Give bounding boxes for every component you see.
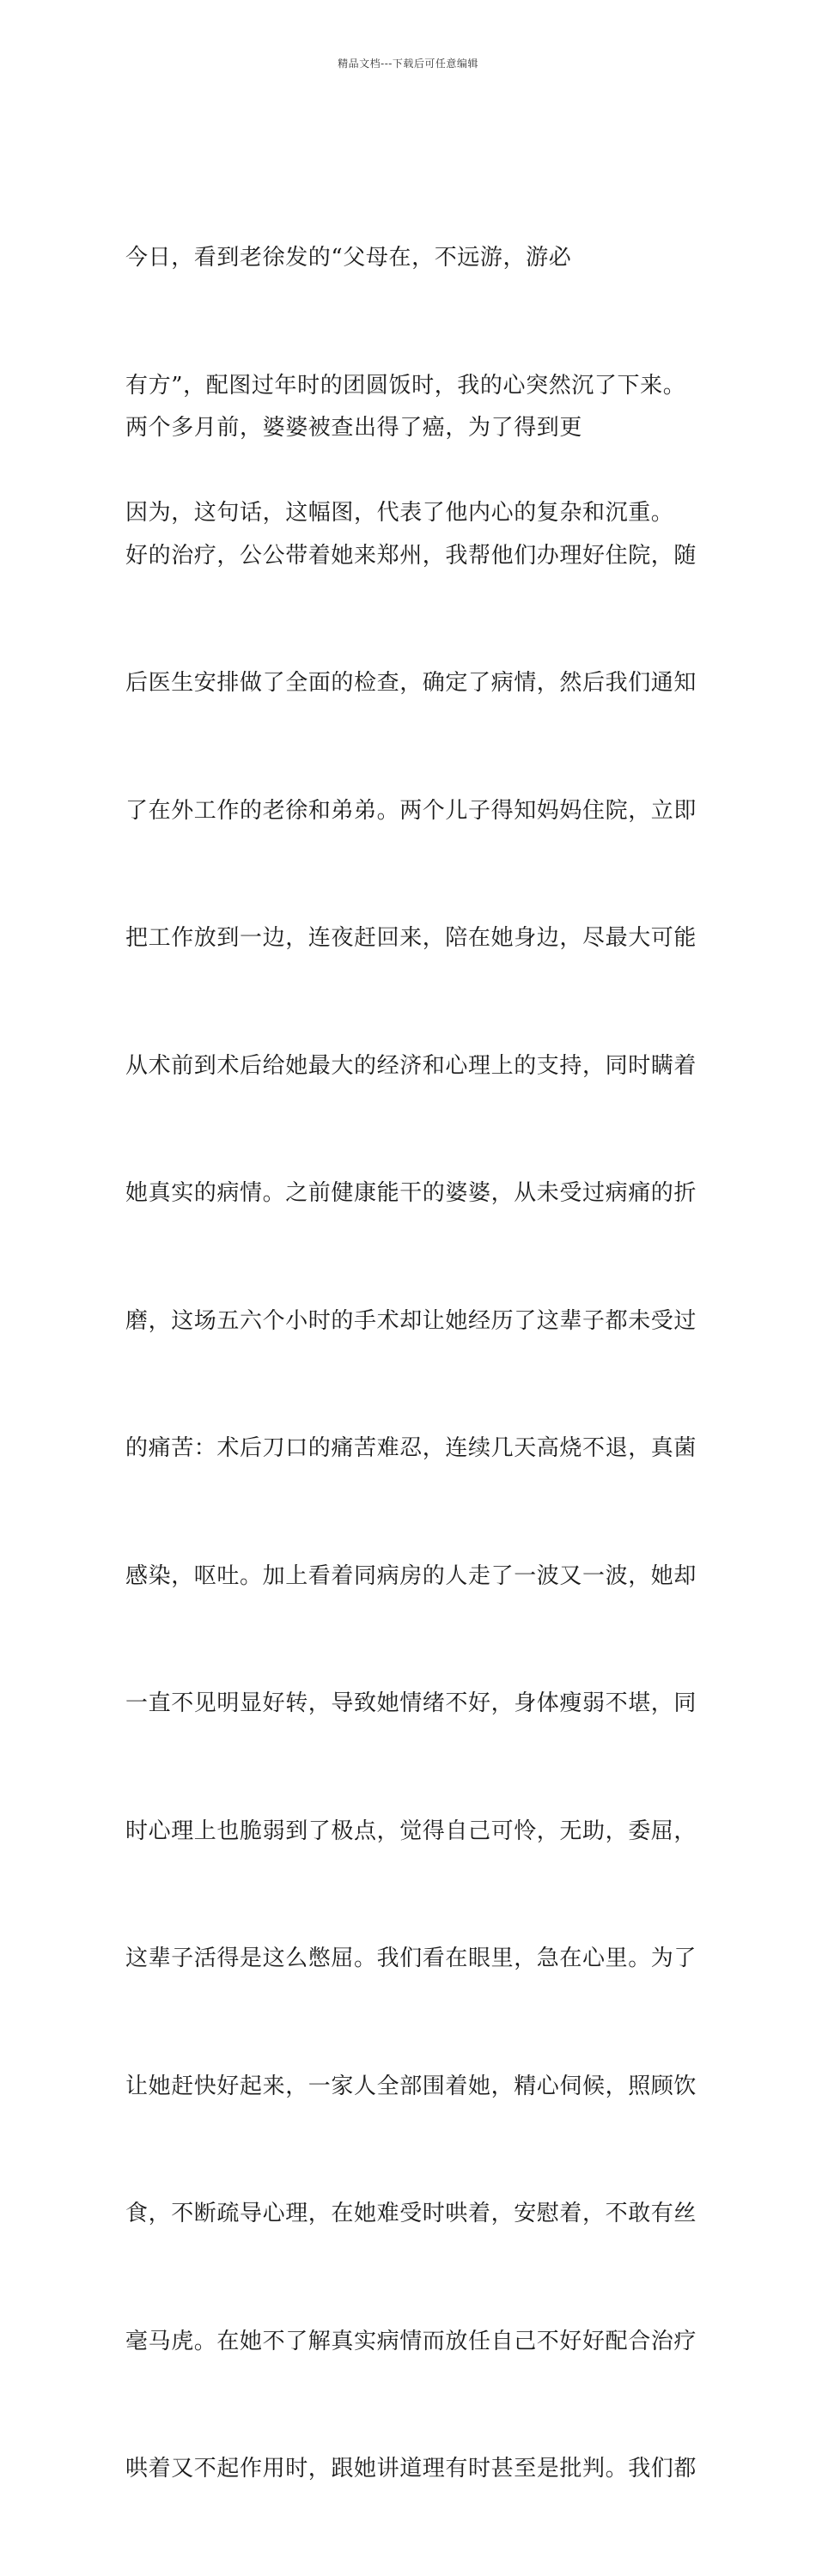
paragraph-line: 因为，这句话，这幅图，代表了他内心的复杂和沉重。 xyxy=(125,500,674,526)
paragraph-line: 让她赶快好起来，一家人全部围着她，精心伺候，照顾饮 xyxy=(125,2073,697,2099)
paragraph-line: 两个多月前，婆婆被查出得了癌，为了得到更 xyxy=(125,415,583,441)
paragraph-line: 好的治疗，公公带着她来郑州，我帮他们办理好住院，随 xyxy=(125,542,697,569)
paragraph-line: 感染，呕吐。加上看着同病房的人走了一波又一波，她却 xyxy=(125,1562,697,1589)
paragraph-line: 这辈子活得是这么憋屈。我们看在眼里，急在心里。为了 xyxy=(125,1946,697,1971)
paragraph-line: 时心理上也脆弱到了极点，觉得自己可怜，无助，委屈， xyxy=(125,1818,697,1844)
paragraph-line: 她真实的病情。之前健康能干的婆婆，从未受过病痛的折 xyxy=(125,1180,697,1206)
paragraph-line: 今日，看到老徐发的“父母在，不远游，游必 xyxy=(125,245,572,271)
paragraph-line: 的痛苦：术后刀口的痛苦难忍，连续几天高烧不退，真菌 xyxy=(125,1435,697,1461)
paragraph-line: 一直不见明显好转，导致她情绪不好，身体瘦弱不堪，同 xyxy=(125,1690,697,1716)
paragraph-line: 把工作放到一边，连夜赶回来，陪在她身边，尽最大可能 xyxy=(125,925,697,951)
paragraph-line: 毫马虎。在她不了解真实病情而放任自己不好好配合治疗 xyxy=(125,2328,697,2354)
paragraph-line: 从术前到术后给她最大的经济和心理上的支持，同时瞒着 xyxy=(125,1052,697,1079)
paragraph-2 xyxy=(125,322,697,2576)
paragraph-line: 后医生安排做了全面的检查，确定了病情，然后我们通知 xyxy=(125,670,697,696)
paragraph-line: 食，不断疏导心理，在她难受时哄着，安慰着，不敢有丝 xyxy=(125,2201,697,2226)
paragraph-line: 磨，这场五六个小时的手术却让她经历了这辈子都未受过 xyxy=(125,1307,697,1334)
page-header: 精品文档---下载后可任意编辑 xyxy=(338,58,478,70)
paragraph-line: 有方”，配图过年时的团圆饭时，我的心突然沉了下来。 xyxy=(125,372,686,399)
paragraph-line: 哄着又不起作用时，跟她讲道理有时甚至是批判。我们都 xyxy=(125,2456,697,2482)
paragraph-line: 了在外工作的老徐和弟弟。两个儿子得知妈妈住院，立即 xyxy=(125,797,697,824)
